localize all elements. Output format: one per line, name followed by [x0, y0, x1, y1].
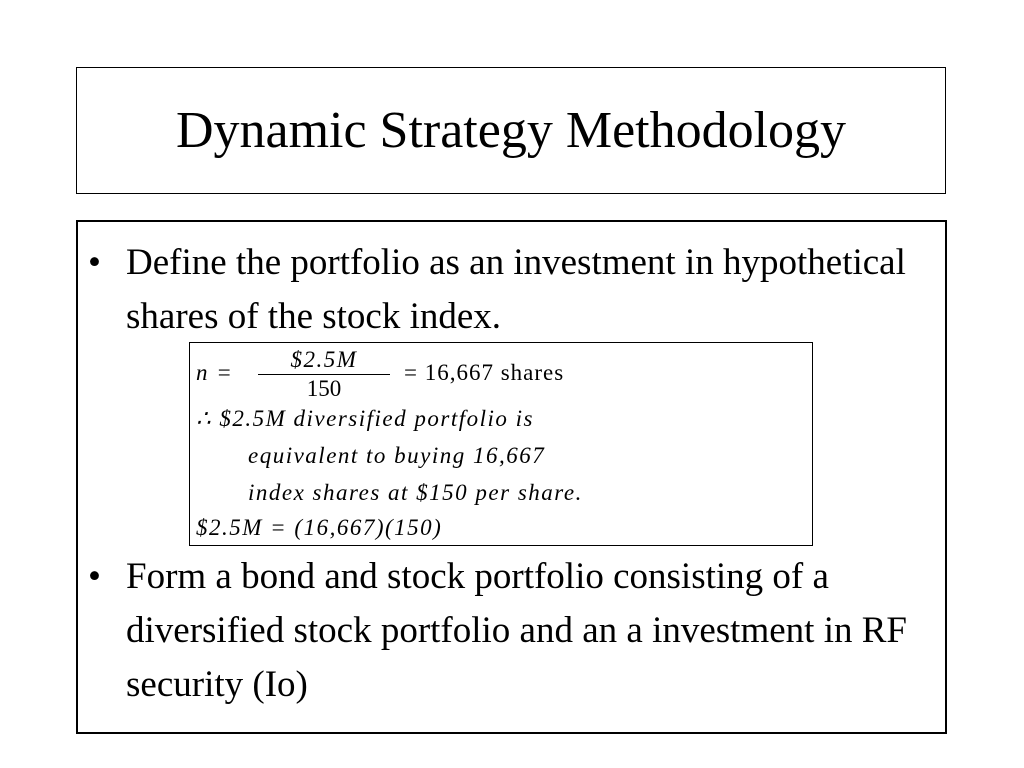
bullet-marker: • [88, 556, 101, 597]
bullet-text: Form a bond and stock portfolio consisting of a diversified stock portfolio and an a investment in RF security (Io) [126, 556, 907, 705]
formula-fraction [254, 347, 394, 402]
fraction-bar [258, 374, 390, 375]
title-box [76, 67, 946, 194]
formula-numerator: $2.5M [290, 347, 358, 372]
formula-denominator: 150 [306, 376, 342, 401]
bullet-item-2 [88, 550, 918, 712]
formula-n-label: n = [196, 360, 234, 385]
formula-line-4: index shares at $150 per share. [248, 480, 583, 505]
formula-result: = 16,667 shares [404, 360, 565, 385]
bullet-marker: • [88, 242, 101, 283]
bullet-item-1 [88, 236, 918, 344]
bullet-text: Define the portfolio as an investment in hypothetical shares of the stock index. [126, 242, 906, 337]
formula-line-3: equivalent to buying 16,667 [248, 443, 546, 468]
formula-line-2: ∴ $2.5M diversified portfolio is [196, 406, 534, 431]
formula-box [189, 342, 813, 546]
formula-line-5: $2.5M = (16,667)(150) [196, 515, 443, 540]
slide-title: Dynamic Strategy Methodology [175, 101, 847, 159]
content-box [76, 220, 947, 734]
